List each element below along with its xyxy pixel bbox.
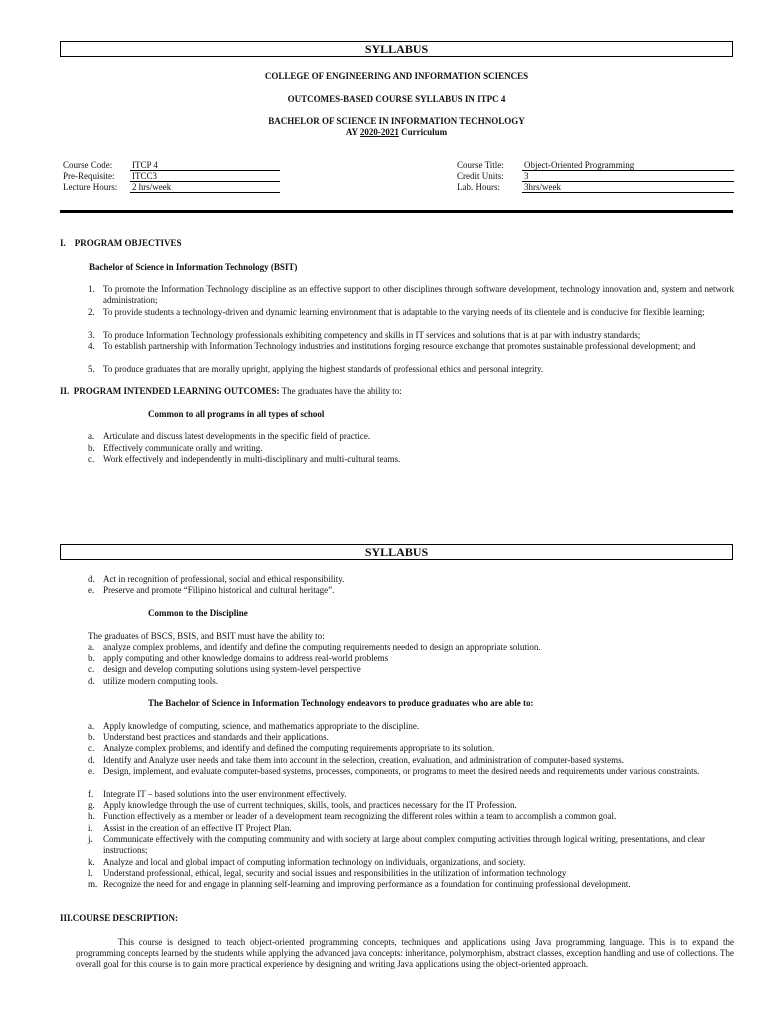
discipline-item	[88, 664, 734, 675]
lab-hours-value: 3hrs/week	[522, 182, 734, 193]
objective-item	[88, 364, 734, 375]
outcome-item	[88, 454, 728, 465]
list-text: Integrate IT – based solutions into the user environment effectively.	[103, 789, 347, 799]
bsit-outcome-item	[88, 743, 734, 754]
pilo-heading	[60, 386, 402, 398]
objective-item	[88, 330, 734, 341]
list-text: design and develop computing solutions using system-level perspective	[103, 664, 361, 674]
list-marker: 3.	[88, 330, 95, 340]
list-marker: d.	[88, 574, 95, 584]
list-text: Recognize the need for and engage in planning self-learning and improving performance as a foundation for continuing professional development.	[103, 879, 631, 889]
list-text: Understand best practices and standards and their applications.	[103, 732, 329, 742]
college-name: COLLEGE OF ENGINEERING AND INFORMATION SCIENCES	[264, 71, 529, 81]
obe-syllabus-title: OUTCOMES-BASED COURSE SYLLABUS IN ITPC 4	[287, 94, 506, 104]
academic-year	[60, 127, 733, 139]
pilo-heading-tail: The graduates have the ability to:	[279, 386, 402, 396]
ay-prefix: AY	[345, 127, 358, 137]
course-title-label: Course Title:	[457, 160, 504, 170]
list-marker: e.	[88, 585, 95, 595]
bsit-subheading: Bachelor of Science in Information Technology (BSIT)	[89, 262, 298, 272]
objective-item	[88, 341, 708, 352]
list-text: Effectively communicate orally and writing.	[103, 443, 263, 453]
list-marker: d.	[88, 676, 95, 686]
lecture-hours-value: 2 hrs/week	[130, 182, 280, 193]
credit-units-value: 3	[522, 171, 734, 182]
outcome-item	[88, 431, 728, 442]
list-text: To provide students a technology-driven and dynamic learning environment that is adaptable to the varying needs of its clientele and is conducive for flexible learning;	[103, 307, 705, 317]
list-marker: 5.	[88, 364, 95, 374]
course-title-value: Object-Oriented Programming	[522, 160, 734, 171]
list-marker: c.	[88, 454, 95, 464]
objective-item	[88, 307, 734, 318]
list-marker: f.	[88, 789, 94, 799]
list-marker: l.	[88, 868, 93, 878]
bsit-outcome-item	[88, 800, 734, 811]
list-text: utilize modern computing tools.	[103, 676, 218, 686]
list-marker: d.	[88, 755, 95, 765]
list-text: Analyze complex problems, and identify and defined the computing requirements appropriate to its solution.	[103, 743, 495, 753]
common-discipline-subheading: Common to the Discipline	[148, 608, 248, 618]
list-marker: j.	[88, 834, 93, 844]
discipline-intro: The graduates of BSCS, BSIS, and BSIT must have the ability to:	[88, 631, 325, 641]
outcome-item	[88, 574, 728, 585]
pilo-heading-label: II. PROGRAM INTENDED LEARNING OUTCOMES:	[60, 386, 280, 396]
list-text: Understand professional, ethical, legal, security and social issues and responsibilities in the utilization of information technology	[103, 868, 567, 878]
list-text: Assist in the creation of an effective IT Project Plan.	[103, 823, 292, 833]
list-marker: 2.	[88, 307, 95, 317]
list-marker: i.	[88, 823, 93, 833]
bsit-outcome-item	[88, 879, 734, 890]
list-marker: m.	[88, 879, 98, 889]
list-text: Communicate effectively with the computing community and with society at large about complex computing activities through logical writing, presentations, and clear instructions;	[103, 834, 706, 855]
common-all-subheading: Common to all programs in all types of school	[148, 409, 325, 419]
list-text: Identify and Analyze user needs and take them into account in the selection, creation, evaluation, and administration of computer-based systems.	[103, 755, 624, 765]
discipline-item	[88, 676, 734, 687]
list-text: apply computing and other knowledge domains to address real-world problems	[103, 653, 389, 663]
list-marker: 1.	[88, 284, 95, 294]
ay-value: 2020-2021	[359, 127, 399, 137]
discipline-item	[88, 642, 734, 653]
list-text: Design, implement, and evaluate computer-based systems, processes, components, or programs to meet the desired needs and requirements under various constraints.	[103, 766, 700, 776]
list-marker: a.	[88, 642, 95, 652]
syllabus-title-bar: SYLLABUS	[60, 41, 733, 57]
list-text: Function effectively as a member or leader of a development team recognizing the different roles within a team to accomplish a common goal.	[103, 811, 617, 821]
course-code-label: Course Code:	[63, 160, 113, 170]
course-description-body: This course is designed to teach object-oriented programming concepts, techniques and applications using Java programming language. This is to expand the programming concepts learned by the students while applying the advanced java concepts: inheritance, polymorphism, abstract classes, exception handling and use of collections. The overall goal for this course is to gain more practical experience by designing and writing Java applications using the object-oriented approach.	[76, 937, 734, 969]
bsit-outcome-item	[88, 811, 734, 822]
degree-title: BACHELOR OF SCIENCE IN INFORMATION TECHNOLOGY	[268, 116, 525, 126]
bsit-outcome-item	[88, 823, 734, 834]
ay-suffix: Curriculum	[401, 127, 448, 137]
list-text: Articulate and discuss latest developments in the specific field of practice.	[103, 431, 371, 441]
list-marker: g.	[88, 800, 95, 810]
bsit-outcome-item	[88, 857, 734, 868]
list-marker: b.	[88, 443, 95, 453]
list-text: To produce Information Technology professionals exhibiting competency and skills in IT services and solutions that is at par with industry standards;	[103, 330, 641, 340]
objective-item	[88, 284, 734, 306]
list-text: Apply knowledge of computing, science, and mathematics appropriate to the discipline.	[103, 721, 420, 731]
list-text: Analyze and local and global impact of computing information technology on individuals, organizations, and society.	[103, 857, 526, 867]
list-text: Act in recognition of professional, social and ethical responsibility.	[103, 574, 345, 584]
discipline-item	[88, 653, 734, 664]
bsit-outcome-item	[88, 868, 734, 879]
list-text: To promote the Information Technology discipline as an effective support to other disciplines through software development, technology innovation and, system and network administration;	[103, 284, 734, 305]
list-marker: b.	[88, 732, 95, 742]
header-divider	[60, 210, 733, 213]
bsit-outcomes-subheading: The Bachelor of Science in Information Technology endeavors to produce graduates who are able to:	[148, 698, 534, 708]
program-objectives-heading: I. PROGRAM OBJECTIVES	[60, 238, 182, 248]
list-marker: 4.	[88, 341, 95, 351]
bsit-outcome-item	[88, 789, 734, 800]
list-marker: c.	[88, 664, 95, 674]
list-marker: a.	[88, 721, 95, 731]
list-marker: b.	[88, 653, 95, 663]
list-text: To produce graduates that are morally upright, applying the highest standards of professional ethics and personal integrity.	[103, 364, 544, 374]
course-description-heading: III.COURSE DESCRIPTION:	[60, 913, 179, 923]
bsit-outcome-item	[88, 721, 734, 732]
list-text: Work effectively and independently in multi-disciplinary and multi-cultural teams.	[103, 454, 401, 464]
prerequisite-value: ITCC3	[130, 171, 280, 182]
outcome-item	[88, 585, 728, 596]
list-text: Apply knowledge through the use of current techniques, skills, tools, and practices necessary for the IT Profession.	[103, 800, 517, 810]
lab-hours-label: Lab. Hours:	[457, 182, 500, 192]
outcome-item	[88, 443, 728, 454]
bsit-outcome-item	[88, 732, 734, 743]
list-marker: a.	[88, 431, 95, 441]
bsit-outcome-item	[88, 766, 734, 777]
bsit-outcome-item	[88, 755, 734, 766]
list-text: Preserve and promote “Filipino historical and cultural heritage”.	[103, 585, 335, 595]
list-text: analyze complex problems, and identify and define the computing requirements needed to design an appropriate solution.	[103, 642, 541, 652]
list-marker: k.	[88, 857, 95, 867]
lecture-hours-label: Lecture Hours:	[63, 182, 118, 192]
credit-units-label: Credit Units:	[457, 171, 504, 181]
bsit-outcome-item	[88, 834, 734, 856]
list-marker: c.	[88, 743, 95, 753]
syllabus-title-bar-2: SYLLABUS	[60, 544, 733, 560]
course-code-value: ITCP 4	[130, 160, 280, 171]
list-marker: e.	[88, 766, 95, 776]
list-marker: h.	[88, 811, 95, 821]
prerequisite-label: Pre-Requisite:	[63, 171, 115, 181]
list-text: To establish partnership with Information Technology industries and institutions forging resource exchange that promotes sustainable professional development; and	[103, 341, 696, 351]
